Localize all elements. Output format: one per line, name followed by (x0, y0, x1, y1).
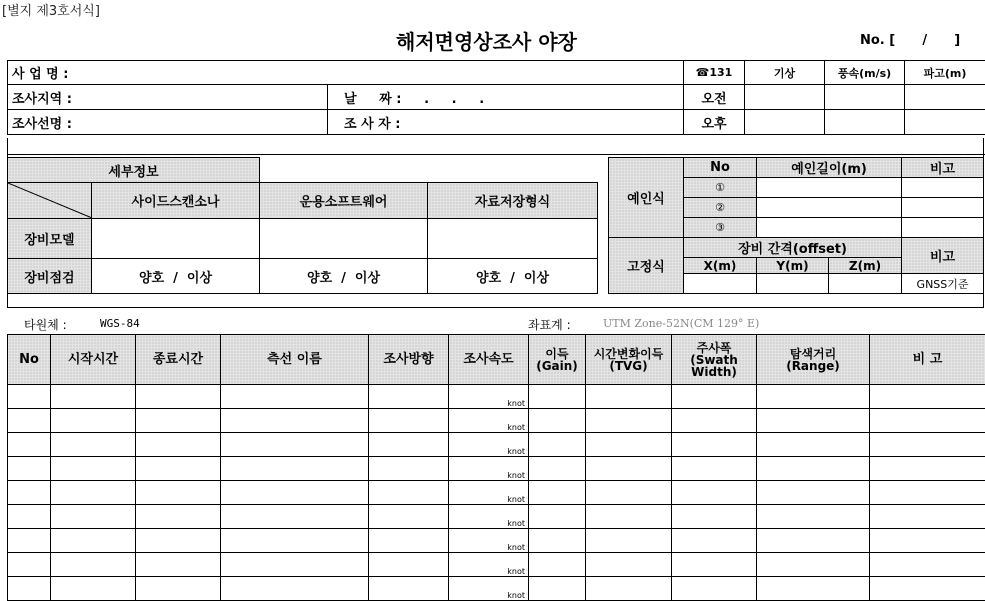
towing-remark-2[interactable] (902, 198, 984, 218)
pm-label: 오후 (684, 110, 745, 135)
table-row (8, 577, 985, 601)
log-cell-direction[interactable] (369, 505, 449, 529)
check-software-value[interactable]: 양호 / 이상 (260, 259, 428, 294)
log-cell-range[interactable] (757, 505, 870, 529)
log-cell-tvg[interactable] (586, 481, 672, 505)
log-cell-end-time[interactable] (136, 409, 221, 433)
towing-row-1: ① (684, 178, 757, 198)
log-cell-remark[interactable] (870, 481, 985, 505)
log-cell-range[interactable] (757, 409, 870, 433)
diagonal-line (8, 183, 92, 218)
weather-label: 기상 (745, 61, 825, 85)
log-cell-end-time[interactable] (136, 385, 221, 409)
ellipsoid-value: WGS-84 (100, 317, 140, 330)
model-sonar-cell[interactable] (92, 219, 260, 259)
log-cell-line-name[interactable] (221, 529, 369, 553)
ellipsoid-label: 타원체 : (24, 316, 67, 333)
log-cell-no[interactable] (8, 553, 51, 577)
log-cell-swath-width[interactable] (672, 553, 757, 577)
fixed-type-label: 고정식 (609, 238, 684, 294)
table-row (8, 433, 985, 457)
log-cell-speed[interactable]: knot (449, 529, 529, 553)
log-header-line-name: 측선 이름 (221, 335, 369, 385)
log-header-tvg: 시간변화이득 (TVG) (586, 335, 672, 385)
log-cell-swath-width[interactable] (672, 409, 757, 433)
log-cell-no[interactable] (8, 409, 51, 433)
equipment-table (7, 157, 598, 294)
log-cell-range[interactable] (757, 481, 870, 505)
log-cell-tvg[interactable] (586, 529, 672, 553)
log-cell-range[interactable] (757, 553, 870, 577)
log-cell-swath-width[interactable] (672, 433, 757, 457)
log-header-remark: 비 고 (870, 335, 985, 385)
log-cell-start-time[interactable] (51, 481, 136, 505)
coordinate-value: UTM Zone-52N(CM 129° E) (603, 317, 759, 330)
offset-x-label: X(m) (684, 258, 757, 274)
log-cell-line-name[interactable] (221, 505, 369, 529)
data-format-header: 자료저장형식 (428, 183, 598, 219)
log-cell-start-time[interactable] (51, 529, 136, 553)
model-software-cell[interactable] (260, 219, 428, 259)
date-label: 날 짜 : . . . (328, 85, 684, 110)
offset-z-value[interactable] (829, 274, 902, 294)
offset-y-label: Y(m) (757, 258, 829, 274)
log-cell-no[interactable] (8, 385, 51, 409)
survey-log-table (7, 334, 985, 601)
log-cell-remark[interactable] (870, 433, 985, 457)
log-header-swath-width: 주사폭 (Swath Width) (672, 335, 757, 385)
log-cell-gain[interactable] (529, 553, 586, 577)
sidescan-sonar-header: 사이드스캔소나 (92, 183, 260, 219)
log-cell-line-name[interactable] (221, 385, 369, 409)
log-cell-speed[interactable]: knot (449, 553, 529, 577)
log-cell-speed[interactable]: knot (449, 457, 529, 481)
table-row (8, 481, 985, 505)
am-label: 오전 (684, 85, 745, 110)
table-row (8, 409, 985, 433)
check-format-value[interactable]: 양호 / 이상 (428, 259, 598, 294)
log-cell-direction[interactable] (369, 481, 449, 505)
log-cell-line-name[interactable] (221, 433, 369, 457)
log-cell-speed[interactable]: knot (449, 385, 529, 409)
log-cell-end-time[interactable] (136, 505, 221, 529)
log-cell-tvg[interactable] (586, 457, 672, 481)
equipment-model-label: 장비모델 (8, 219, 92, 259)
pm-wind-cell[interactable] (825, 110, 905, 135)
coordinate-label: 좌표계 : (528, 316, 571, 333)
model-format-cell[interactable] (428, 219, 598, 259)
log-cell-speed[interactable]: knot (449, 433, 529, 457)
wind-speed-label: 풍속(m/s) (825, 61, 905, 85)
log-cell-speed[interactable]: knot (449, 577, 529, 601)
equipment-check-label: 장비점검 (8, 259, 92, 294)
fixed-remark-header: 비고 (902, 238, 984, 274)
log-cell-line-name[interactable] (221, 553, 369, 577)
log-cell-gain[interactable] (529, 481, 586, 505)
vessel-name-label: 조사선명 : (8, 110, 328, 135)
log-cell-gain[interactable] (529, 385, 586, 409)
towing-length-1[interactable] (757, 178, 902, 198)
log-cell-remark[interactable] (870, 409, 985, 433)
log-cell-start-time[interactable] (51, 433, 136, 457)
log-cell-direction[interactable] (369, 385, 449, 409)
towing-remark-3[interactable] (902, 218, 984, 238)
log-header-no: No (8, 335, 51, 385)
log-cell-range[interactable] (757, 577, 870, 601)
header-info-table (7, 60, 985, 135)
log-cell-start-time[interactable] (51, 577, 136, 601)
table-row (8, 553, 985, 577)
log-cell-end-time[interactable] (136, 457, 221, 481)
surveyor-label: 조 사 자 : (328, 110, 684, 135)
log-cell-gain[interactable] (529, 433, 586, 457)
log-cell-line-name[interactable] (221, 457, 369, 481)
offset-x-value[interactable] (684, 274, 757, 294)
log-cell-end-time[interactable] (136, 553, 221, 577)
am-wind-cell[interactable] (825, 85, 905, 110)
software-header: 운용소프트웨어 (260, 183, 428, 219)
log-cell-start-time[interactable] (51, 505, 136, 529)
log-cell-tvg[interactable] (586, 385, 672, 409)
log-cell-direction[interactable] (369, 529, 449, 553)
log-cell-start-time[interactable] (51, 385, 136, 409)
log-cell-gain[interactable] (529, 409, 586, 433)
log-cell-remark[interactable] (870, 457, 985, 481)
sheet-number: No. [ / ] (860, 33, 960, 48)
check-sonar-value[interactable]: 양호 / 이상 (92, 259, 260, 294)
log-header-start-time: 시작시간 (51, 335, 136, 385)
log-header-end-time: 종료시간 (136, 335, 221, 385)
log-cell-no[interactable] (8, 505, 51, 529)
log-cell-direction[interactable] (369, 577, 449, 601)
wave-height-label: 파고(m) (905, 61, 985, 85)
log-cell-remark[interactable] (870, 385, 985, 409)
offset-y-value[interactable] (757, 274, 829, 294)
towing-row-3: ③ (684, 218, 757, 238)
log-cell-range[interactable] (757, 433, 870, 457)
page-title: 해저면영상조사 야장 (396, 26, 577, 55)
log-cell-speed[interactable]: knot (449, 409, 529, 433)
log-cell-gain[interactable] (529, 577, 586, 601)
log-cell-start-time[interactable] (51, 409, 136, 433)
log-cell-tvg[interactable] (586, 433, 672, 457)
log-cell-swath-width[interactable] (672, 529, 757, 553)
log-cell-remark[interactable] (870, 577, 985, 601)
log-cell-gain[interactable] (529, 505, 586, 529)
table-row (8, 505, 985, 529)
log-cell-no[interactable] (8, 457, 51, 481)
table-row (8, 529, 985, 553)
log-cell-gain[interactable] (529, 457, 586, 481)
am-wave-cell[interactable] (905, 85, 985, 110)
gnss-reference-note: GNSS기준 (902, 274, 984, 294)
log-cell-swath-width[interactable] (672, 385, 757, 409)
log-header-range: 탐색거리 (Range) (757, 335, 870, 385)
log-cell-gain[interactable] (529, 529, 586, 553)
log-cell-end-time[interactable] (136, 433, 221, 457)
towing-length-3[interactable] (757, 218, 902, 238)
log-cell-no[interactable] (8, 433, 51, 457)
log-cell-swath-width[interactable] (672, 457, 757, 481)
towing-row-2: ② (684, 198, 757, 218)
log-cell-start-time[interactable] (51, 457, 136, 481)
log-cell-no[interactable] (8, 481, 51, 505)
diagonal-corner-cell (8, 183, 92, 219)
pm-wave-cell[interactable] (905, 110, 985, 135)
log-header-direction: 조사방향 (369, 335, 449, 385)
log-cell-tvg[interactable] (586, 553, 672, 577)
log-cell-remark[interactable] (870, 529, 985, 553)
towing-remark-header: 비고 (902, 158, 984, 178)
log-cell-speed[interactable]: knot (449, 481, 529, 505)
log-cell-speed[interactable]: knot (449, 505, 529, 529)
log-cell-line-name[interactable] (221, 577, 369, 601)
log-cell-remark[interactable] (870, 505, 985, 529)
log-cell-direction[interactable] (369, 409, 449, 433)
log-cell-end-time[interactable] (136, 577, 221, 601)
log-cell-swath-width[interactable] (672, 505, 757, 529)
log-cell-line-name[interactable] (221, 481, 369, 505)
survey-area-label: 조사지역 : (8, 85, 328, 110)
log-cell-remark[interactable] (870, 553, 985, 577)
log-cell-tvg[interactable] (586, 409, 672, 433)
offset-header: 장비 간격(offset) (684, 238, 902, 258)
towing-length-2[interactable] (757, 198, 902, 218)
towing-table (608, 157, 984, 294)
log-cell-no[interactable] (8, 577, 51, 601)
log-cell-tvg[interactable] (586, 577, 672, 601)
offset-z-label: Z(m) (829, 258, 902, 274)
log-cell-range[interactable] (757, 529, 870, 553)
log-header-speed: 조사속도 (449, 335, 529, 385)
log-cell-tvg[interactable] (586, 505, 672, 529)
table-row (8, 385, 985, 409)
am-weather-cell[interactable] (745, 85, 825, 110)
log-cell-no[interactable] (8, 529, 51, 553)
log-cell-direction[interactable] (369, 433, 449, 457)
log-cell-swath-width[interactable] (672, 481, 757, 505)
form-label: [별지 제3호서식] (2, 0, 100, 19)
towing-no-header: No (684, 158, 757, 178)
log-cell-end-time[interactable] (136, 529, 221, 553)
log-cell-line-name[interactable] (221, 409, 369, 433)
log-cell-start-time[interactable] (51, 553, 136, 577)
log-cell-direction[interactable] (369, 553, 449, 577)
log-header-gain: 이득 (Gain) (529, 335, 586, 385)
log-cell-end-time[interactable] (136, 481, 221, 505)
table-row (8, 457, 985, 481)
tide-phone-label: ☎131 (684, 61, 745, 85)
details-divider (7, 154, 985, 155)
log-cell-swath-width[interactable] (672, 577, 757, 601)
towed-type-label: 예인식 (609, 158, 684, 238)
towing-length-header: 예인길이(m) (757, 158, 902, 178)
project-name-label: 사 업 명 : (8, 61, 684, 85)
pm-weather-cell[interactable] (745, 110, 825, 135)
equipment-section-title: 세부정보 (8, 158, 260, 183)
log-cell-range[interactable] (757, 385, 870, 409)
log-cell-range[interactable] (757, 457, 870, 481)
towing-remark-1[interactable] (902, 178, 984, 198)
log-cell-direction[interactable] (369, 457, 449, 481)
